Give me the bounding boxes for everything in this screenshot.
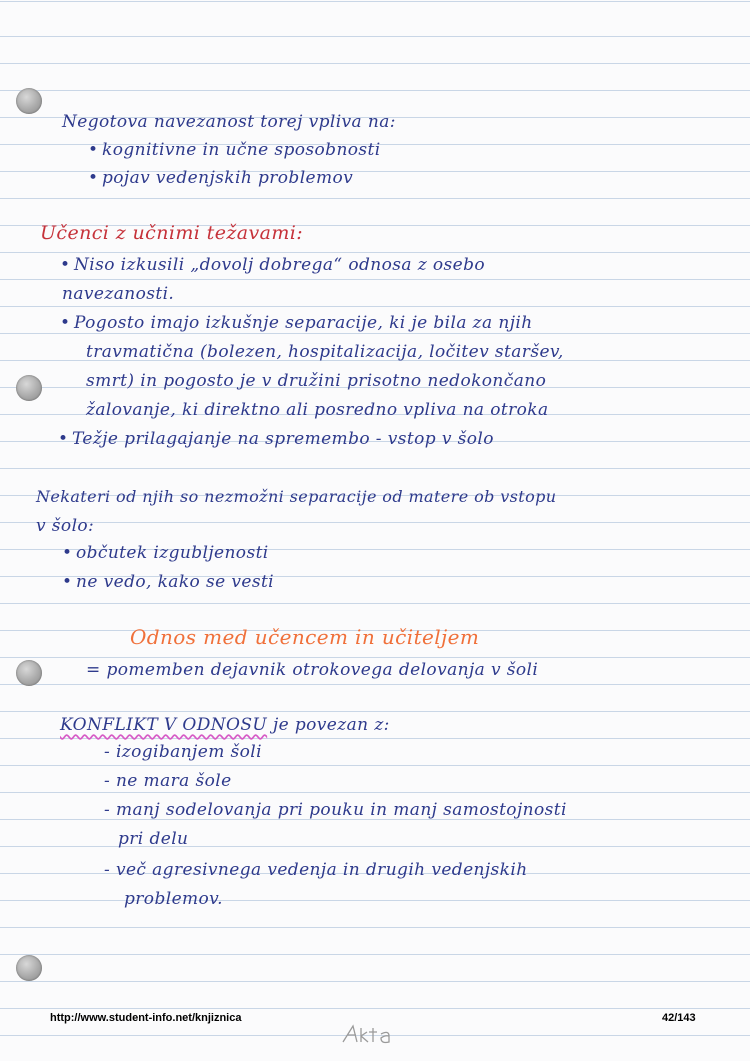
binder-hole-upper-middle (16, 375, 42, 401)
section1-bullet2-line4: žalovanje, ki direktno ali posredno vpliva na otroka (86, 400, 549, 420)
section4-item: - več agresivnega vedenja in drugih vedenjskih (104, 860, 528, 880)
section1-bullet3: • Težje prilagajanje na spremembo - vstop v šolo (58, 429, 494, 449)
section4-item: - ne mara šole (104, 771, 232, 791)
intro-heading: Negotova navezanost torej vpliva na: (62, 112, 396, 132)
section2-item: • ne vedo, kako se vesti (62, 572, 275, 592)
intro-item: • kognitivne in učne sposobnosti (88, 140, 381, 160)
section4-item: - izogibanjem šoli (104, 742, 262, 762)
section1-bullet2-line1: • Pogosto imajo izkušnje separacije, ki je bila za njih (60, 313, 533, 333)
section3-line: = pomemben dejavnik otrokovega delovanja v šoli (86, 660, 539, 680)
notebook-brand-watermark (337, 1020, 397, 1048)
binder-hole-top (16, 88, 42, 114)
section2-line2: v šolo: (36, 516, 95, 536)
section1-title: Učenci z učnimi težavami: (40, 222, 304, 244)
section3-title: Odnos med učencem in učiteljem (130, 625, 480, 649)
section4-lead-underlined: KONFLIKT V ODNOSU (60, 715, 268, 735)
section4-item-continued: problemov. (124, 889, 223, 909)
section4-item-continued: pri delu (118, 829, 189, 849)
footer-url: http://www.student-info.net/knjiznica (50, 1012, 242, 1024)
section2-line1: Nekateri od njih so nezmožni separacije od matere ob vstopu (36, 487, 557, 506)
notebook-brand-icon (337, 1020, 397, 1048)
section1-bullet2-line3: smrt) in pogosto je v družini prisotno nedokončano (86, 371, 547, 391)
section1-bullet1-line1: • Niso izkusili „dovolj dobrega“ odnosa z osebo (60, 255, 485, 275)
section1-bullet2-line2: travmatična (bolezen, hospitalizacija, ločitev staršev, (86, 342, 564, 362)
section2-item: • občutek izgubljenosti (62, 543, 269, 563)
section4-lead-rest: je povezan z: (272, 715, 390, 735)
section1-bullet1-line2: navezanosti. (62, 284, 175, 304)
section4-lead (60, 715, 390, 735)
section4-item: - manj sodelovanja pri pouku in manj samostojnosti (104, 800, 567, 820)
binder-hole-bottom (16, 955, 42, 981)
binder-hole-lower-middle (16, 660, 42, 686)
footer-page-number: 42/143 (662, 1012, 696, 1024)
intro-item: • pojav vedenjskih problemov (88, 168, 354, 188)
